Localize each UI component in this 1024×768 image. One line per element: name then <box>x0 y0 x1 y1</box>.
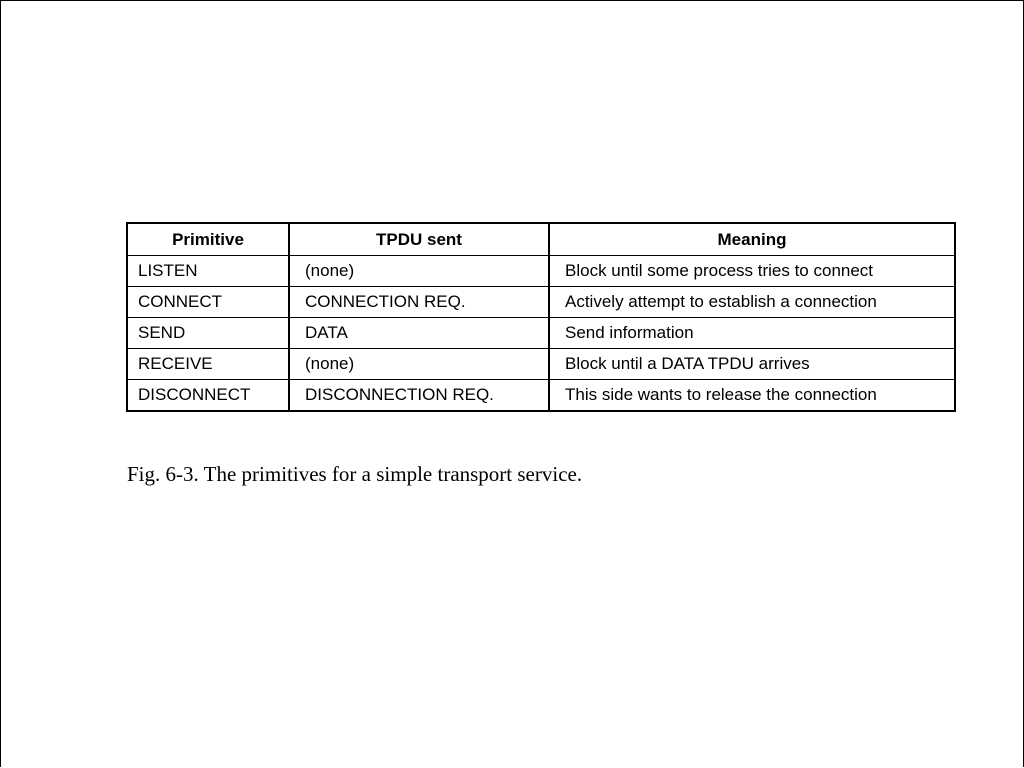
cell-tpdu: (none) <box>289 349 549 380</box>
header-meaning: Meaning <box>549 223 955 256</box>
cell-primitive: CONNECT <box>127 287 289 318</box>
cell-meaning: Block until some process tries to connect <box>549 256 955 287</box>
table-header-row <box>127 223 955 256</box>
table-row <box>127 256 955 287</box>
cell-meaning: This side wants to release the connection <box>549 380 955 412</box>
cell-tpdu: DATA <box>289 318 549 349</box>
cell-meaning: Actively attempt to establish a connection <box>549 287 955 318</box>
cell-tpdu: (none) <box>289 256 549 287</box>
cell-primitive: DISCONNECT <box>127 380 289 412</box>
header-primitive: Primitive <box>127 223 289 256</box>
cell-primitive: LISTEN <box>127 256 289 287</box>
cell-tpdu: DISCONNECTION REQ. <box>289 380 549 412</box>
cell-meaning: Send information <box>549 318 955 349</box>
figure-caption: Fig. 6-3. The primitives for a simple transport service. <box>127 462 583 486</box>
cell-primitive: RECEIVE <box>127 349 289 380</box>
header-tpdu-sent: TPDU sent <box>289 223 549 256</box>
cell-primitive: SEND <box>127 318 289 349</box>
table-row <box>127 287 955 318</box>
cell-tpdu: CONNECTION REQ. <box>289 287 549 318</box>
table-row <box>127 318 955 349</box>
table-row <box>127 349 955 380</box>
primitives-table-container <box>126 222 954 412</box>
primitives-table <box>126 222 956 412</box>
table-row <box>127 380 955 412</box>
cell-meaning: Block until a DATA TPDU arrives <box>549 349 955 380</box>
